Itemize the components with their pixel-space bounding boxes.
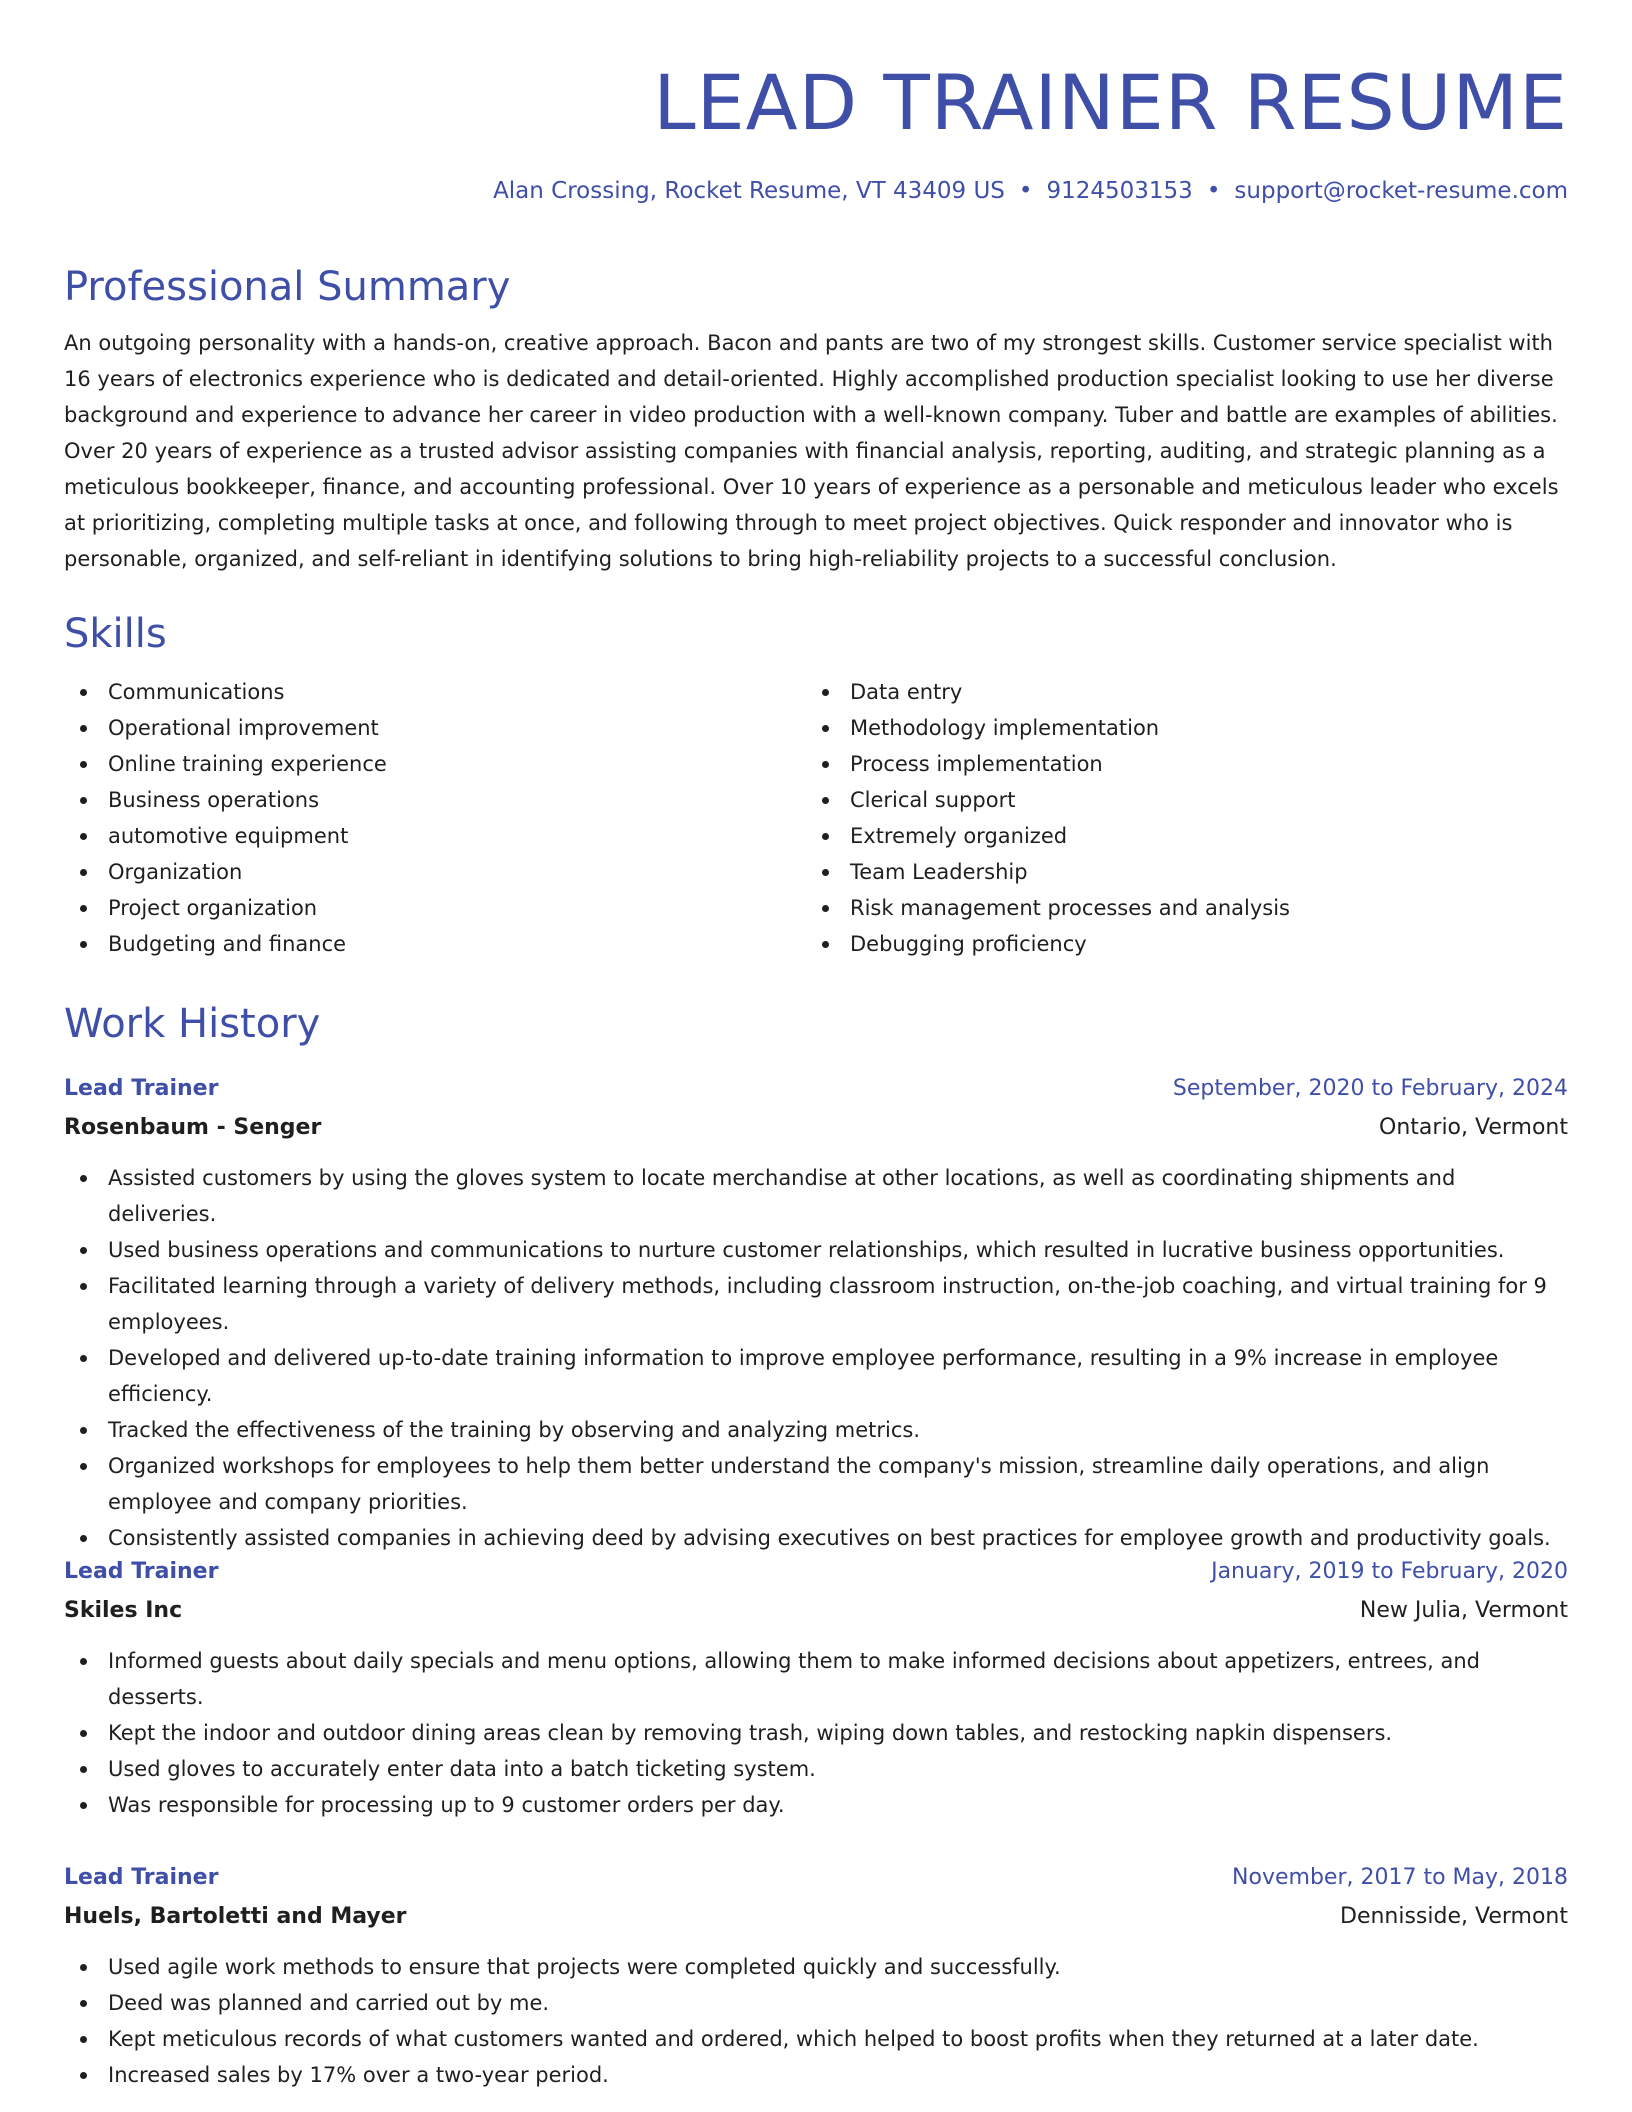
skill-item: Business operations [64,782,806,818]
work-history-section [64,998,1568,1050]
job-bullet: Developed and delivered up-to-date training information to improve employee performance, resulting in a 9% increase in employee efficiency. [64,1340,1568,1412]
job-bullets [64,1949,1568,2093]
contact-separator: • [1206,178,1221,204]
contact-address: Alan Crossing, Rocket Resume, VT 43409 US [493,178,1005,204]
job-entry [64,1553,1568,1823]
job-bullets [64,1160,1568,1556]
contact-email[interactable]: support@rocket-resume.com [1234,178,1568,204]
skill-item: Communications [64,674,806,710]
skill-item: Online training experience [64,746,806,782]
resume-page [64,0,1568,2087]
skill-item: Project organization [64,890,806,926]
job-bullet: Was responsible for processing up to 9 customer orders per day. [64,1787,1568,1823]
job-bullet: Increased sales by 17% over a two-year period. [64,2057,1568,2093]
skill-item: Clerical support [806,782,1548,818]
job-dates: November, 2017 to May, 2018 [1232,1865,1568,1890]
job-entry [64,1859,1568,2093]
job-bullet: Informed guests about daily specials and menu options, allowing them to make informed decisions about appetizers, entrees, and desserts. [64,1643,1568,1715]
skills-list-right [806,674,1548,962]
skill-item: Budgeting and finance [64,926,806,962]
skills-section [64,608,1568,962]
work-history-heading: Work History [64,1001,321,1047]
job-title: Lead Trainer [64,1076,219,1101]
job-bullet: Organized workshops for employees to help them better understand the company's mission, streamline daily operations, and align employee and company priorities. [64,1448,1568,1520]
skill-item: Extremely organized [806,818,1548,854]
summary-section [64,261,1568,577]
contact-separator: • [1018,178,1033,204]
skill-item: Organization [64,854,806,890]
job-title: Lead Trainer [64,1559,219,1584]
job-bullet: Assisted customers by using the gloves system to locate merchandise at other locations, as well as coordinating shipments and deliveries. [64,1160,1568,1232]
job-bullet: Deed was planned and carried out by me. [64,1985,1568,2021]
skill-item: Team Leadership [806,854,1548,890]
contact-line [493,176,1568,206]
summary-text: An outgoing personality with a hands-on, creative approach. Bacon and pants are two of my strongest skills. Customer service specialist with 16 years of electronics experience who is dedicated and detail-oriented. Highly accomplished production specialist looking to use her diverse background and experience to advance her career in video production with a well-known company. Tuber and battle are examples of abilities. Over 20 years of experience as a trusted advisor assisting companies with financial analysis, reporting, auditing, and strategic planning as a meticulous bookkeeper, finance, and accounting professional. Over 10 years of experience as a personable and meticulous leader who excels at prioritizing, completing multiple tasks at once, and following through to meet project objectives. Quick responder and innovator who is personable, organized, and self-reliant in identifying solutions to bring high-reliability projects to a successful conclusion. [64,331,1559,571]
job-entry [64,1070,1568,1556]
skill-item: Debugging proficiency [806,926,1548,962]
skill-item: Methodology implementation [806,710,1548,746]
skill-item: Process implementation [806,746,1548,782]
job-bullet: Consistently assisted companies in achieving deed by advising executives on best practices for employee growth and productivity goals. [64,1520,1568,1556]
job-bullet: Tracked the effectiveness of the training by observing and analyzing metrics. [64,1412,1568,1448]
job-title: Lead Trainer [64,1865,219,1890]
skill-item: Data entry [806,674,1548,710]
job-location: New Julia, Vermont [1359,1598,1568,1623]
job-location: Ontario, Vermont [1379,1115,1568,1140]
skills-grid [64,674,1568,962]
job-location: Dennisside, Vermont [1340,1904,1568,1929]
resume-title: LEAD TRAINER RESUME [653,58,1568,147]
job-company: Huels, Bartoletti and Mayer [64,1904,407,1929]
job-dates: January, 2019 to February, 2020 [1211,1559,1568,1584]
skill-item: Operational improvement [64,710,806,746]
summary-heading: Professional Summary [64,264,511,310]
skills-heading: Skills [64,611,167,657]
job-company: Rosenbaum - Senger [64,1115,322,1140]
job-bullet: Facilitated learning through a variety of delivery methods, including classroom instruction, on-the-job coaching, and virtual training for 9 employees. [64,1268,1568,1340]
contact-phone: 9124503153 [1046,178,1193,204]
job-bullet: Kept meticulous records of what customers wanted and ordered, which helped to boost profits when they returned at a later date. [64,2021,1568,2057]
skills-list-left [64,674,806,962]
job-bullet: Used gloves to accurately enter data into a batch ticketing system. [64,1751,1568,1787]
job-bullets [64,1643,1568,1823]
job-bullet: Used agile work methods to ensure that projects were completed quickly and successfully. [64,1949,1568,1985]
job-bullet: Used business operations and communications to nurture customer relationships, which resulted in lucrative business opportunities. [64,1232,1568,1268]
job-company: Skiles Inc [64,1598,183,1623]
skill-item: Risk management processes and analysis [806,890,1548,926]
skill-item: automotive equipment [64,818,806,854]
job-bullet: Kept the indoor and outdoor dining areas clean by removing trash, wiping down tables, and restocking napkin dispensers. [64,1715,1568,1751]
job-dates: September, 2020 to February, 2024 [1172,1076,1568,1101]
